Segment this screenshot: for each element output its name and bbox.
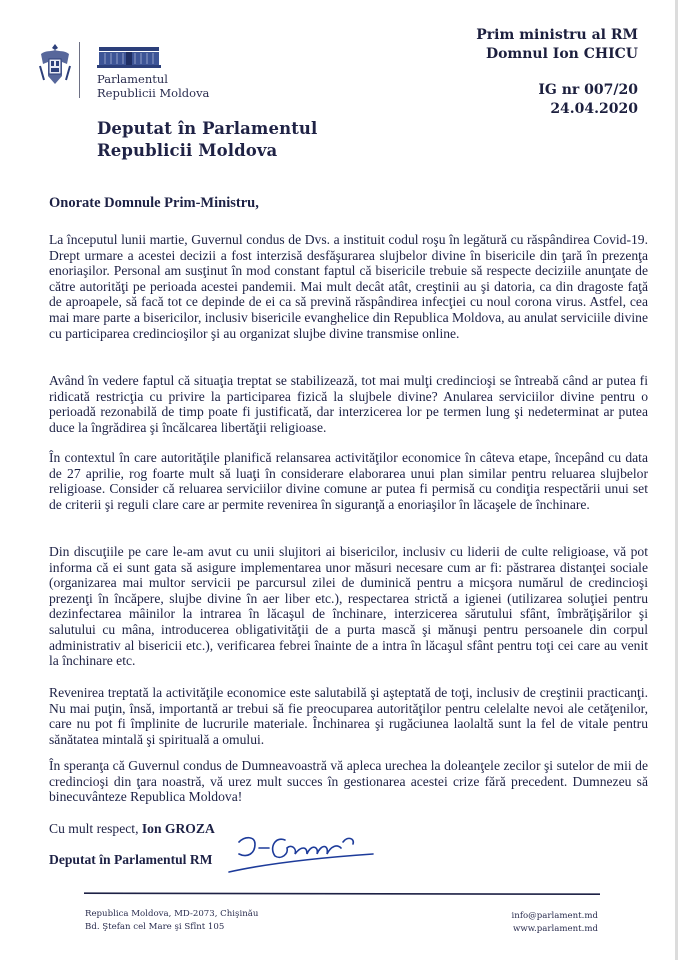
website-link[interactable]: www.parlament.md [513, 923, 598, 934]
deputy-title-line-2: Republicii Moldova [97, 141, 278, 160]
address-line-2: Bd. Ştefan cel Mare şi Sfînt 105 [85, 921, 225, 932]
footer-contacts [512, 910, 598, 935]
org-line-2: Republicii Moldova [97, 86, 210, 100]
recipient-line-2: Domnul Ion CHICU [485, 46, 638, 62]
closing-prefix: Cu mult respect, [49, 821, 142, 836]
recipient-line-1: Prim ministru al RM [476, 27, 638, 43]
letter-date: 24.04.2020 [550, 101, 638, 117]
salutation: Onorate Domnule Prim-Ministru, [49, 195, 259, 211]
email-link[interactable]: info@parlament.md [511, 911, 598, 921]
paragraph-4: Din discuţiile pe care le-am avut cu unii slujitori ai bisericilor, inclusiv cu liderii de culte religioase, vă pot informa că ei sunt gata să asigure implementarea unor măsuri necesare cum ar fi: păstrarea distanţei sociale (organizarea mai multor servicii pe parcursul zilei de duminică pentru a micşora numărul de credincioşi prezenţi în încăpere, slujbe divine în aer liber etc.), respectarea strictă a igienei (utilizarea soluţiei pentru dezinfectarea mâinilor la intrarea în lăcaşul de închinare, interzicerea sărutului sfânt, îmbrăţişărilor şi salutului cu mâna, introducerea obligativităţii de a purta mască şi mănuşi pentru persoanele din corpul administrativ al bisericii etc.), verificarea febrei înainte de a intra în lăcaşul sfânt pentru toţi cei care au venit la închinare etc. [49, 544, 648, 669]
reference-number: IG nr 007/20 [538, 82, 638, 98]
org-line-1: Parlamentul [97, 72, 168, 86]
paragraph-6: În speranţa că Guvernul condus de Dumneavoastră vă apleca urechea la doleanţele zecilor şi sutelor de mii de credincioşi din ţara noastră, vă urez mult succes în gestionarea acestei crize fără precedent. Dumnezeu să binecuvânteze Republica Moldova! [49, 758, 648, 805]
footer-address [85, 908, 258, 933]
signer-name: Ion GROZA [141, 821, 215, 836]
paragraph-2: Având în vedere faptul că situaţia treptat se stabilizează, tot mai mulţi credincioşi se întreabă când ar putea fi ridicată restricţia cu privire la participarea fizică la slujbele divine? Anularea serviciilor divine pentru o perioadă rezonabilă de timp poate fi justificată, dar interzicerea lor pe termen lung şi nedeterminat ar putea duce la îngrădirea şi încălcarea libertăţii religioase. [49, 373, 648, 435]
footer-divider [84, 892, 600, 895]
recipient-block [476, 26, 638, 64]
address-line-1: Republica Moldova, MD-2073, Chişinău [85, 909, 259, 919]
deputy-title-line-1: Deputat în Parlamentul [97, 119, 318, 138]
paragraph-1: La începutul lunii martie, Guvernul condus de Dvs. a instituit codul roşu în legătură cu răspândirea Covid-19. Drept urmare a acestei decizii a fost interzisă desfăşurarea slujbelor divine în bisericile din ţară în prezenţa enoriaşilor. Personal am susţinut în mod constant faptul că bisericile trebuie să respecte deciziile anunţate de către autorităţi pe perioada acestei pandemii. Mai mult decât atât, creştinii au şi datoria, ca din dragoste faţă de aproapele, să facă tot ce depinde de ei ca să prevină răspândirea infecţiei cu noul corona virus. Astfel, cea mai mare parte a bisericilor, inclusiv bisericile evanghelice din Republica Moldova, au anulat serviciile divine cu participarea credincioşilor şi au organizat slujbe divine transmise online. [49, 232, 648, 341]
paragraph-5: Revenirea treptată la activităţile economice este salutabilă şi aşteptată de toţi, inclusiv de creştinii practicanţi. Nu mai puţin, însă, importantă ar trebui să fie preocuparea autorităţilor pentru celelalte nevoi ale cetăţenilor, care nu pot fi împlinite de lucrurile materiale. Închinarea şi rugăciunea laolaltă sunt la fel de vitale pentru sănătatea mintală şi spirituală a omului. [49, 685, 648, 747]
organization-name [97, 72, 209, 100]
deputy-title [97, 118, 317, 162]
closing-line [49, 821, 215, 837]
coat-of-arms-icon [38, 42, 72, 88]
paragraph-3: În contextul în care autorităţile planifică relansarea activităţilor economice în câteva etape, începând cu data de 27 aprilie, rog foarte mult să luaţi în considerare elaborarea unui plan similar pentru reluarea slujbelor religioase. Consider că reluarea serviciilor divine comune ar putea fi permisă cu condiţia respectării unui set de criterii şi reguli clare care ar permite revenirea în siguranţă a enoriaşilor în lăcaşele de închinare. [49, 450, 648, 512]
signature-icon [225, 826, 375, 874]
parliament-building-icon [97, 45, 161, 69]
signer-title: Deputat în Parlamentul RM [49, 852, 213, 867]
reference-block [538, 81, 638, 119]
header-divider [79, 42, 80, 98]
